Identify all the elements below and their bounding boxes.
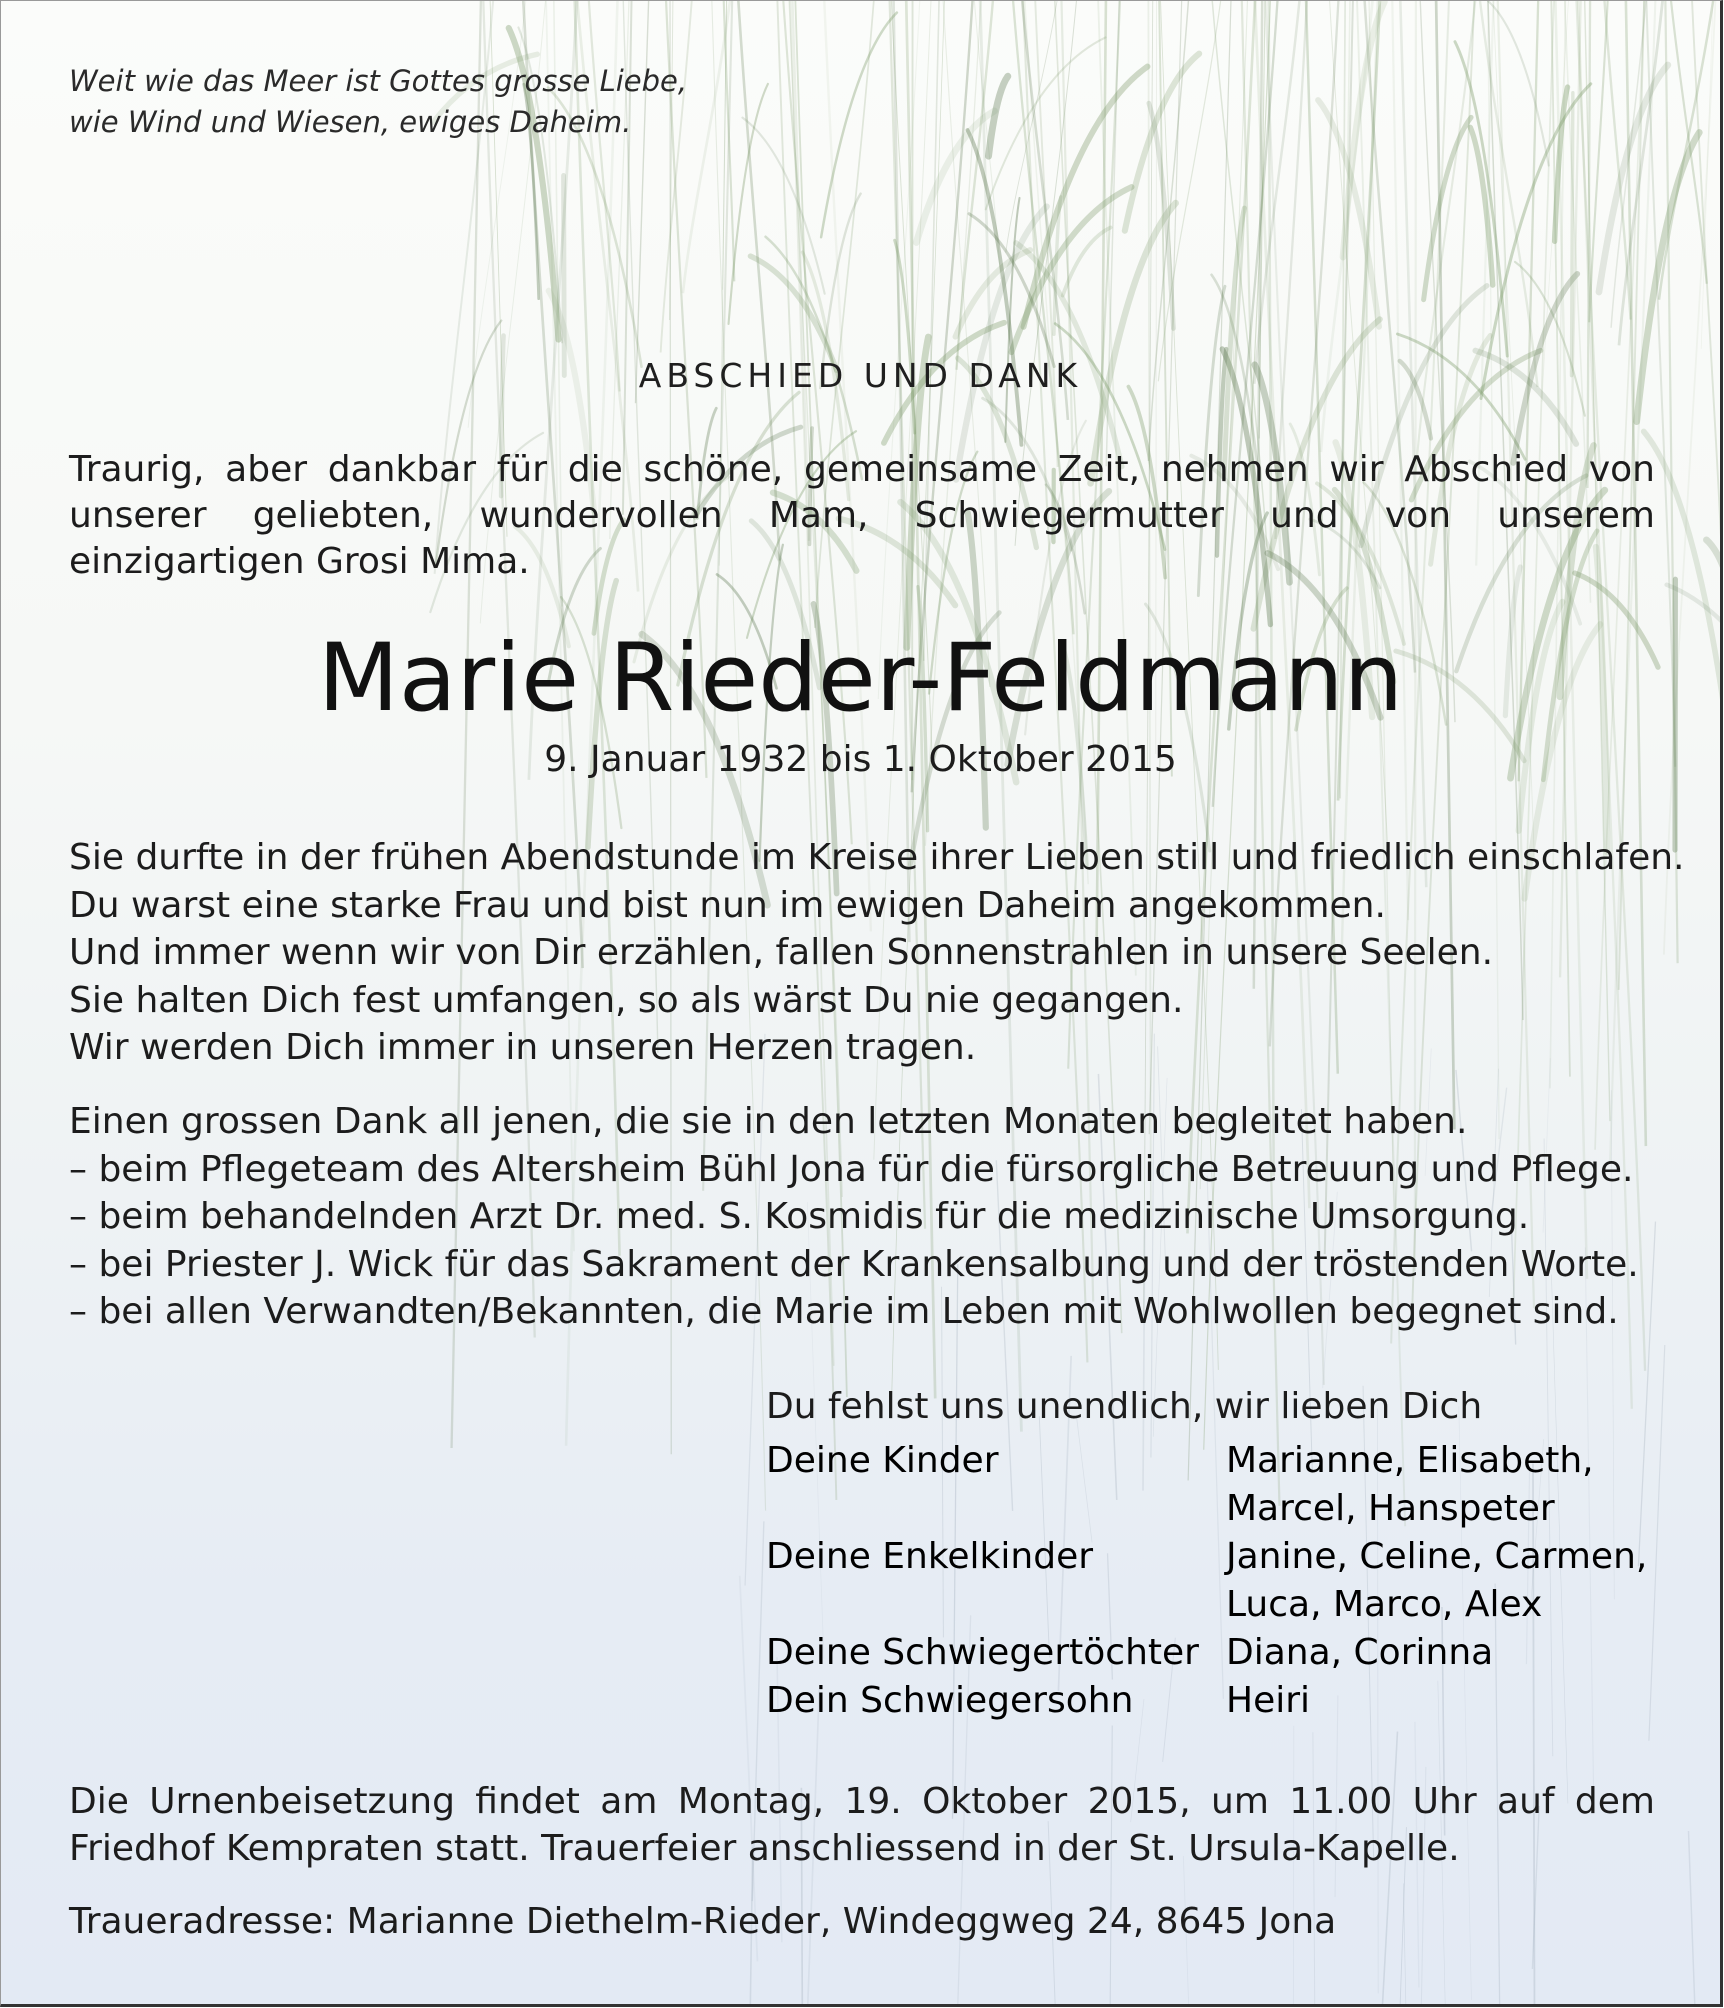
signer-names-line: Marianne, Elisabeth, <box>1226 1440 1594 1481</box>
thanks-block <box>69 1098 1689 1336</box>
signer-role: Deine Schwiegertöchter <box>766 1632 1199 1673</box>
motto-line: wie Wind und Wiesen, ewiges Daheim. <box>69 105 632 139</box>
deceased-name: Marie Rieder-Feldmann <box>317 624 1404 733</box>
signer-names-line: Heiri <box>1226 1680 1311 1721</box>
closing-line: Du fehlst uns unendlich, wir lieben Dich <box>766 1386 1483 1427</box>
notice-heading: ABSCHIED UND DANK <box>638 356 1083 395</box>
reflection-line <box>1689 1831 1702 2004</box>
thanks-line: – bei allen Verwandten/Bekannten, die Marie im Leben mit Wohlwollen begegnet sind. <box>69 1291 1619 1332</box>
signer-names-line: Diana, Corinna <box>1226 1632 1494 1673</box>
reed-stem <box>661 1 693 353</box>
reflection-line <box>1077 1418 1092 1543</box>
reed-leaf <box>742 118 824 294</box>
burial-info: Die Urnenbeisetzung findet am Montag, 19. Oktober 2015, um 11.00 Uhr auf dem Friedhof Kempraten statt. Trauerfeier anschliessend in der St. Ursula-Kapelle. <box>69 1781 1655 1869</box>
signer-names-line: Marcel, Hanspeter <box>1226 1488 1555 1529</box>
signer-names <box>1226 1677 1666 1725</box>
thanks-line: – bei Priester J. Wick für das Sakrament der Krankensalbung und der tröstenden Worte. <box>69 1243 1639 1285</box>
poem-line: Sie durfte in der frühen Abendstunde im Kreise ihrer Lieben still und friedlich einschlafen. <box>69 837 1685 878</box>
mourning-address: Traueradresse: Marianne Diethelm-Rieder, Windeggweg 24, 8645 Jona <box>69 1901 1337 1942</box>
reflection-line <box>1403 1883 1415 2004</box>
thanks-line: Einen grossen Dank all jenen, die sie in den letzten Monaten begleitet haben. <box>69 1101 1468 1142</box>
motto-line: Weit wie das Meer ist Gottes grosse Liebe, <box>69 64 688 98</box>
poem-line: Sie halten Dich fest umfangen, so als wärst Du nie gegangen. <box>69 979 1184 1021</box>
reed-stem <box>1587 1 1590 488</box>
thanks-line: – beim behandelnden Arzt Dr. med. S. Kosmidis für die medizinische Umsorgung. <box>69 1196 1530 1237</box>
reed-leaf <box>1571 93 1572 376</box>
reed-stem <box>683 1 731 293</box>
motto-verse <box>69 61 769 143</box>
reed-leaf <box>989 76 1008 156</box>
signer-names-line: Janine, Celine, Carmen, <box>1226 1536 1648 1577</box>
reed-leaf <box>1488 1 1548 165</box>
poem-block <box>69 834 1689 1072</box>
reed-leaf <box>564 175 565 375</box>
signer-role: Deine Kinder <box>766 1440 999 1481</box>
intro-paragraph: Traurig, aber dankbar für die schöne, gemeinsame Zeit, nehmen wir Abschied von unserer geliebten, wundervollen Mam, Schwiegermutter und von unserem einzigartigen Grosi Mima. <box>69 449 1655 582</box>
life-dates: 9. Januar 1932 bis 1. Oktober 2015 <box>544 739 1177 780</box>
signer-role: Deine Enkelkinder <box>766 1536 1094 1577</box>
signer-names <box>1226 1437 1666 1533</box>
signer-names-line: Luca, Marco, Alex <box>1226 1584 1543 1625</box>
poem-line: Du warst eine starke Frau und bist nun im ewigen Daheim angekommen. <box>69 884 1386 926</box>
thanks-line: – beim Pflegeteam des Altersheim Bühl Jona für die fürsorgliche Betreuung und Pflege. <box>69 1148 1634 1190</box>
signer-names <box>1226 1629 1666 1677</box>
poem-line: Wir werden Dich immer in unseren Herzen tragen. <box>69 1027 977 1068</box>
signer-names <box>1226 1533 1666 1629</box>
reed-leaf <box>986 37 1106 209</box>
poem-line: Und immer wenn wir von Dir erzählen, fallen Sonnenstrahlen in unsere Seelen. <box>69 932 1494 973</box>
reed-leaf <box>821 13 897 238</box>
signer-role: Dein Schwiegersohn <box>766 1680 1134 1721</box>
